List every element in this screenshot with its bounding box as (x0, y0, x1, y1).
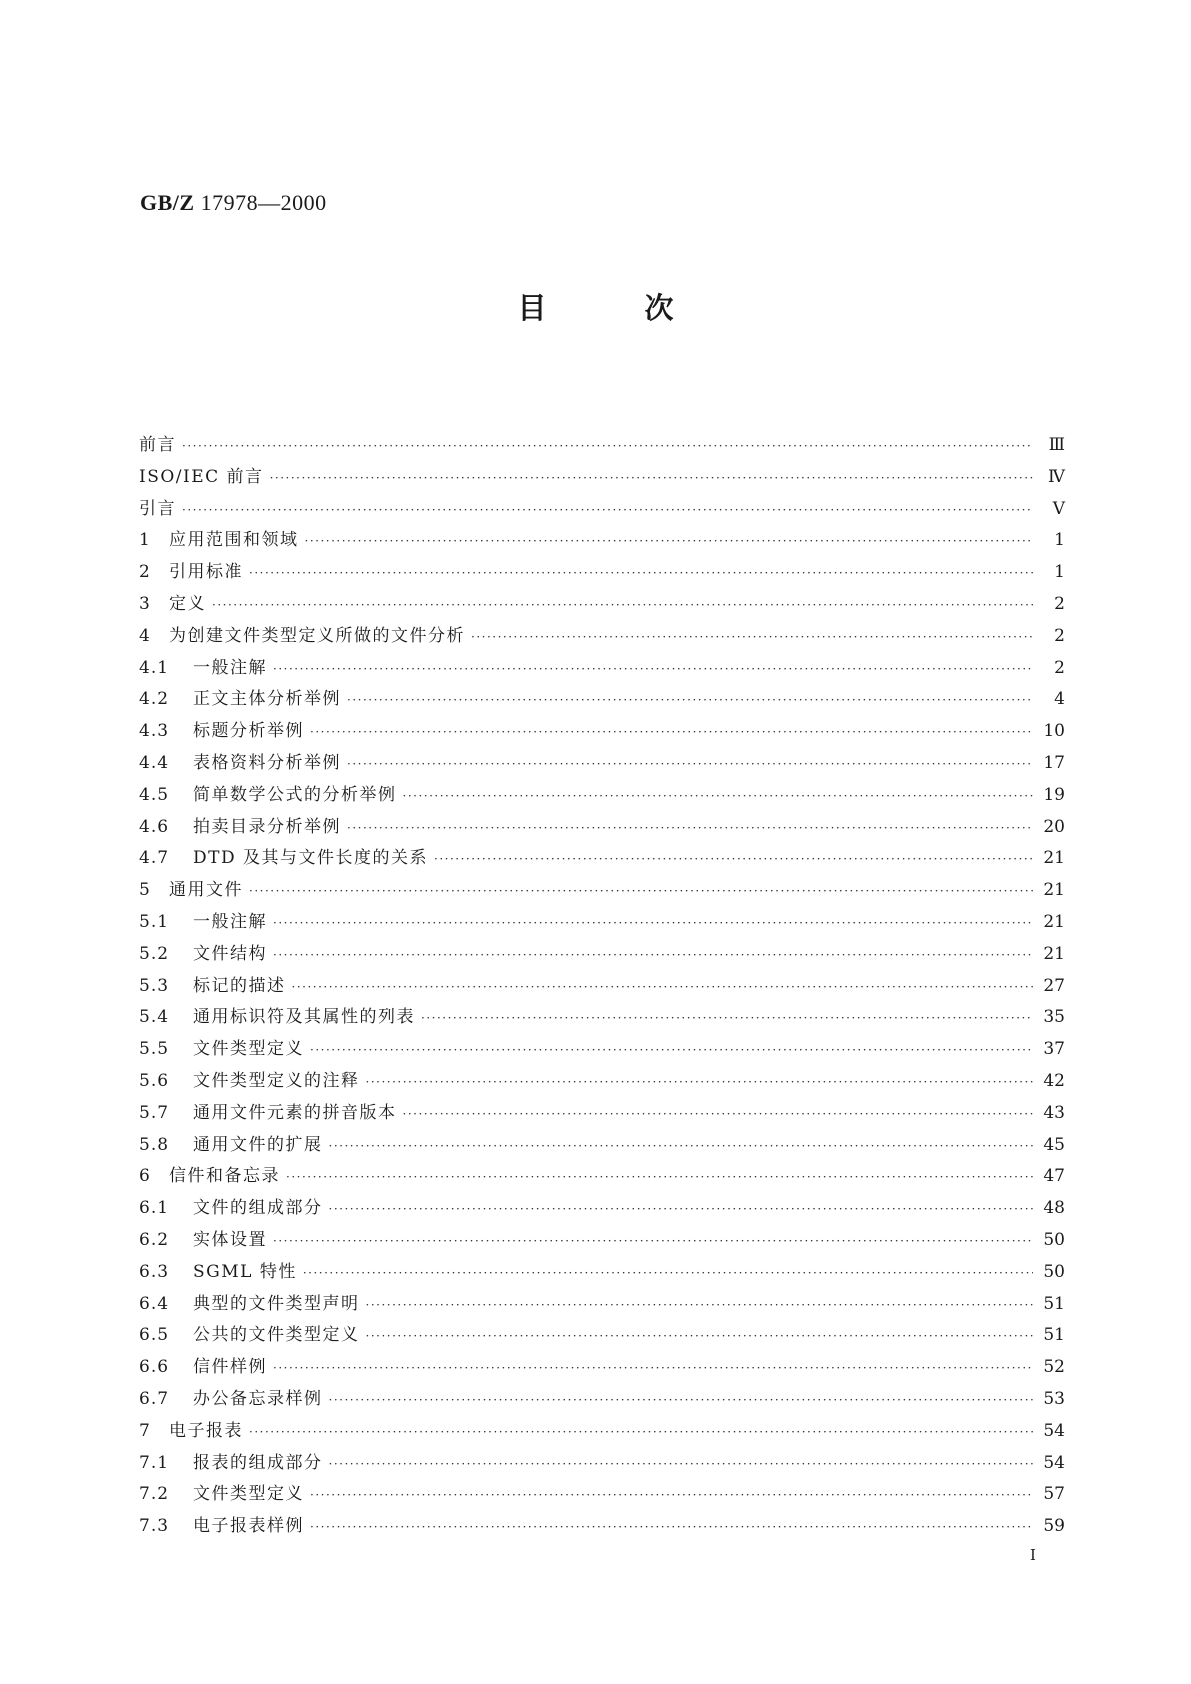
toc-entry-title: DTD 及其与文件长度的关系 (193, 848, 429, 869)
toc-dot-leader (471, 630, 1033, 644)
toc-entry[interactable] (139, 1479, 1065, 1511)
toc-dot-leader (366, 1329, 1034, 1343)
toc-entry-title: 通用标识符及其属性的列表 (193, 1007, 415, 1028)
toc-entry[interactable] (139, 1416, 1065, 1448)
toc-dot-leader (292, 980, 1034, 994)
toc-entry[interactable] (139, 589, 1065, 621)
toc-entry-number: 5.7 (139, 1102, 170, 1123)
toc-entry[interactable] (139, 748, 1065, 780)
toc-dot-leader (310, 1488, 1033, 1502)
toc-dot-leader (310, 1520, 1033, 1534)
toc-dot-leader (434, 852, 1033, 866)
toc-entry[interactable] (139, 939, 1065, 971)
toc-dot-leader (403, 789, 1034, 803)
toc-dot-leader (286, 1170, 1033, 1184)
toc-entry[interactable] (139, 1193, 1065, 1225)
toc-entry[interactable] (139, 843, 1065, 875)
toc-entry-page: 1 (1054, 562, 1065, 583)
toc-dot-leader (305, 534, 1034, 548)
toc-entry-number: 4 (139, 625, 151, 646)
toc-entry-page: 53 (1043, 1388, 1065, 1409)
toc-entry-title: 信件样例 (193, 1357, 267, 1378)
page-number: Ⅰ (1030, 1546, 1036, 1564)
toc-entry[interactable] (139, 1098, 1065, 1130)
toc-entry-page: 59 (1043, 1516, 1065, 1537)
toc-entry-page: 43 (1043, 1102, 1065, 1123)
toc-entry-title: 文件类型定义 (193, 1039, 304, 1060)
toc-entry[interactable] (139, 621, 1065, 653)
toc-entry-page: 50 (1043, 1229, 1065, 1250)
toc-entry[interactable] (139, 875, 1065, 907)
toc-entry-page: Ⅲ (1048, 435, 1065, 455)
toc-dot-leader (273, 948, 1033, 962)
toc-entry[interactable] (139, 1511, 1065, 1543)
toc-entry[interactable] (139, 684, 1065, 716)
toc-entry-page: 17 (1043, 752, 1065, 773)
toc-entry-number: 6.6 (139, 1357, 170, 1378)
toc-entry-number: 2 (139, 562, 151, 583)
toc-entry-number: 5.4 (139, 1007, 170, 1028)
toc-dot-leader (366, 1075, 1034, 1089)
toc-entry-page: 21 (1043, 943, 1065, 964)
toc-entry-number: 4.4 (139, 752, 170, 773)
toc-entry-page: 54 (1043, 1420, 1065, 1441)
toc-dot-leader (249, 884, 1033, 898)
toc-entry[interactable] (139, 971, 1065, 1003)
toc-entry-title: 电子报表样例 (193, 1516, 304, 1537)
toc-entry-number: 3 (139, 593, 151, 614)
toc-entry-page: 2 (1054, 593, 1065, 614)
toc-entry-number: 6 (139, 1166, 151, 1187)
toc-entry-number: 7 (139, 1420, 151, 1441)
toc-dot-leader (273, 916, 1033, 930)
toc-dot-leader (329, 1393, 1034, 1407)
toc-entry-title: 定义 (169, 593, 206, 614)
toc-entry-title: 文件结构 (193, 943, 267, 964)
toc-entry[interactable] (139, 1384, 1065, 1416)
toc-entry[interactable] (139, 780, 1065, 812)
toc-entry-title: 办公备忘录样例 (193, 1388, 323, 1409)
toc-entry-number: 5.5 (139, 1039, 170, 1060)
toc-entry-title: 通用文件元素的拼音版本 (193, 1102, 397, 1123)
toc-entry[interactable] (139, 494, 1065, 526)
toc-entry-title: SGML 特性 (193, 1261, 297, 1282)
toc-dot-leader (329, 1139, 1034, 1153)
toc-dot-leader (273, 1361, 1033, 1375)
toc-entry-page: 45 (1043, 1134, 1065, 1155)
toc-entry-page: 51 (1043, 1325, 1065, 1346)
toc-entry[interactable] (139, 716, 1065, 748)
toc-dot-leader (182, 439, 1033, 453)
toc-entry-page: 54 (1043, 1452, 1065, 1473)
toc-entry-number: 4.1 (139, 657, 170, 678)
toc-entry[interactable] (139, 1289, 1065, 1321)
toc-dot-leader (366, 1298, 1034, 1312)
toc-entry-title: 文件的组成部分 (193, 1198, 323, 1219)
toc-entry-number: 6.5 (139, 1325, 170, 1346)
toc-entry[interactable] (139, 430, 1065, 462)
toc-entry-title: 应用范围和领域 (169, 530, 299, 551)
toc-entry[interactable] (139, 1130, 1065, 1162)
toc-entry-number: 6.7 (139, 1388, 170, 1409)
toc-dot-leader (310, 1043, 1033, 1057)
toc-entry-number: 6.3 (139, 1261, 170, 1282)
toc-dot-leader (421, 1011, 1033, 1025)
toc-dot-leader (249, 1425, 1033, 1439)
toc-entry-page: 2 (1054, 657, 1065, 678)
toc-entry-number: 5 (139, 880, 151, 901)
toc-dot-leader (347, 693, 1033, 707)
toc-entry-page: 48 (1043, 1198, 1065, 1219)
toc-entry-number: 6.2 (139, 1229, 170, 1250)
toc-dot-leader (303, 1266, 1033, 1280)
toc-entry-title: 引用标准 (169, 562, 243, 583)
standard-code (140, 190, 327, 216)
toc-entry-title: ISO/IEC 前言 (139, 466, 264, 487)
standard-prefix: GB/Z (140, 190, 195, 215)
toc-entry-page: 37 (1043, 1039, 1065, 1060)
toc-entry-page: 35 (1043, 1007, 1065, 1028)
toc-entry-title: 表格资料分析举例 (193, 752, 341, 773)
toc-dot-leader (347, 757, 1033, 771)
toc-entry[interactable] (139, 462, 1065, 494)
toc-dot-leader (310, 725, 1033, 739)
toc-entry-page: 42 (1043, 1070, 1065, 1091)
toc-entry-title: 典型的文件类型声明 (193, 1293, 360, 1314)
toc-entry-number: 5.2 (139, 943, 170, 964)
toc-entry-page: 21 (1043, 848, 1065, 869)
toc-entry[interactable] (139, 812, 1065, 844)
toc-dot-leader (182, 503, 1033, 517)
toc-entry[interactable] (139, 1225, 1065, 1257)
toc-entry-page: 47 (1043, 1166, 1065, 1187)
toc-entry-number: 5.6 (139, 1070, 170, 1091)
toc-entry-number: 6.4 (139, 1293, 170, 1314)
toc-entry-title: 文件类型定义 (193, 1484, 304, 1505)
toc-dot-leader (270, 471, 1033, 485)
toc-entry-title: 报表的组成部分 (193, 1452, 323, 1473)
toc-entry[interactable] (139, 1161, 1065, 1193)
toc-entry-page: 1 (1054, 530, 1065, 551)
toc-entry-title: 电子报表 (169, 1420, 243, 1441)
toc-entry-title: 引言 (139, 498, 176, 519)
toc-entry-title: 信件和备忘录 (169, 1166, 280, 1187)
toc-entry[interactable] (139, 1034, 1065, 1066)
toc-entry-number: 5.3 (139, 975, 170, 996)
page-title: 目 次 (517, 291, 674, 325)
toc-entry-page: 27 (1043, 975, 1065, 996)
toc-dot-leader (249, 566, 1033, 580)
toc-dot-leader (212, 598, 1033, 612)
toc-entry-page: Ⅳ (1048, 466, 1065, 487)
toc-entry-title: 拍卖目录分析举例 (193, 816, 341, 837)
toc-entry[interactable] (139, 907, 1065, 939)
toc-entry-title: 一般注解 (193, 657, 267, 678)
toc-entry[interactable] (139, 525, 1065, 557)
toc-entry-number: 4.3 (139, 721, 170, 742)
toc-entry-number: 6.1 (139, 1198, 170, 1219)
toc-entry-page: 57 (1043, 1484, 1065, 1505)
toc-dot-leader (347, 821, 1033, 835)
toc-entry[interactable] (139, 1066, 1065, 1098)
toc-entry-page: 4 (1054, 689, 1065, 710)
toc-entry-title: 通用文件的扩展 (193, 1134, 323, 1155)
toc-entry[interactable] (139, 1257, 1065, 1289)
toc-entry-number: 5.1 (139, 911, 170, 932)
toc-entry[interactable] (139, 557, 1065, 589)
toc-entry-title: 正文主体分析举例 (193, 689, 341, 710)
toc-entry-number: 4.2 (139, 689, 170, 710)
toc-entry-number: 4.7 (139, 848, 170, 869)
toc-entry[interactable] (139, 653, 1065, 685)
toc-dot-leader (403, 1107, 1034, 1121)
toc-entry-title: 前言 (139, 435, 176, 455)
toc-entry[interactable] (139, 1448, 1065, 1480)
toc-entry-title: 一般注解 (193, 911, 267, 932)
toc-entry-page: 19 (1043, 784, 1065, 805)
toc-entry-page: 21 (1043, 880, 1065, 901)
toc-entry-number: 7.2 (139, 1484, 170, 1505)
toc-dot-leader (273, 1234, 1033, 1248)
toc-dot-leader (329, 1202, 1034, 1216)
toc-entry[interactable] (139, 1002, 1065, 1034)
toc-entry-number: 4.6 (139, 816, 170, 837)
toc-entry-page: 52 (1043, 1357, 1065, 1378)
toc-entry[interactable] (139, 1320, 1065, 1352)
toc-entry-title: 通用文件 (169, 880, 243, 901)
toc-entry-page: 10 (1043, 721, 1065, 742)
table-of-contents (139, 430, 1065, 1543)
toc-entry-page: 2 (1054, 625, 1065, 646)
toc-dot-leader (329, 1457, 1034, 1471)
toc-entry-number: 7.1 (139, 1452, 170, 1473)
toc-entry-page: Ⅴ (1052, 498, 1065, 519)
toc-entry-number: 1 (139, 530, 151, 551)
toc-entry-title: 简单数学公式的分析举例 (193, 784, 397, 805)
toc-dot-leader (273, 662, 1033, 676)
toc-entry-page: 20 (1043, 816, 1065, 837)
toc-entry-page: 21 (1043, 911, 1065, 932)
toc-entry-title: 文件类型定义的注释 (193, 1070, 360, 1091)
toc-entry-number: 7.3 (139, 1516, 170, 1537)
toc-entry-number: 4.5 (139, 784, 170, 805)
toc-entry-page: 50 (1043, 1261, 1065, 1282)
toc-entry-title: 公共的文件类型定义 (193, 1325, 360, 1346)
toc-entry[interactable] (139, 1352, 1065, 1384)
standard-number: 17978—2000 (200, 190, 327, 215)
toc-entry-title: 为创建文件类型定义所做的文件分析 (169, 625, 465, 646)
toc-entry-title: 实体设置 (193, 1229, 267, 1250)
toc-entry-title: 标记的描述 (193, 975, 286, 996)
toc-entry-number: 5.8 (139, 1134, 170, 1155)
toc-entry-title: 标题分析举例 (193, 721, 304, 742)
toc-entry-page: 51 (1043, 1293, 1065, 1314)
